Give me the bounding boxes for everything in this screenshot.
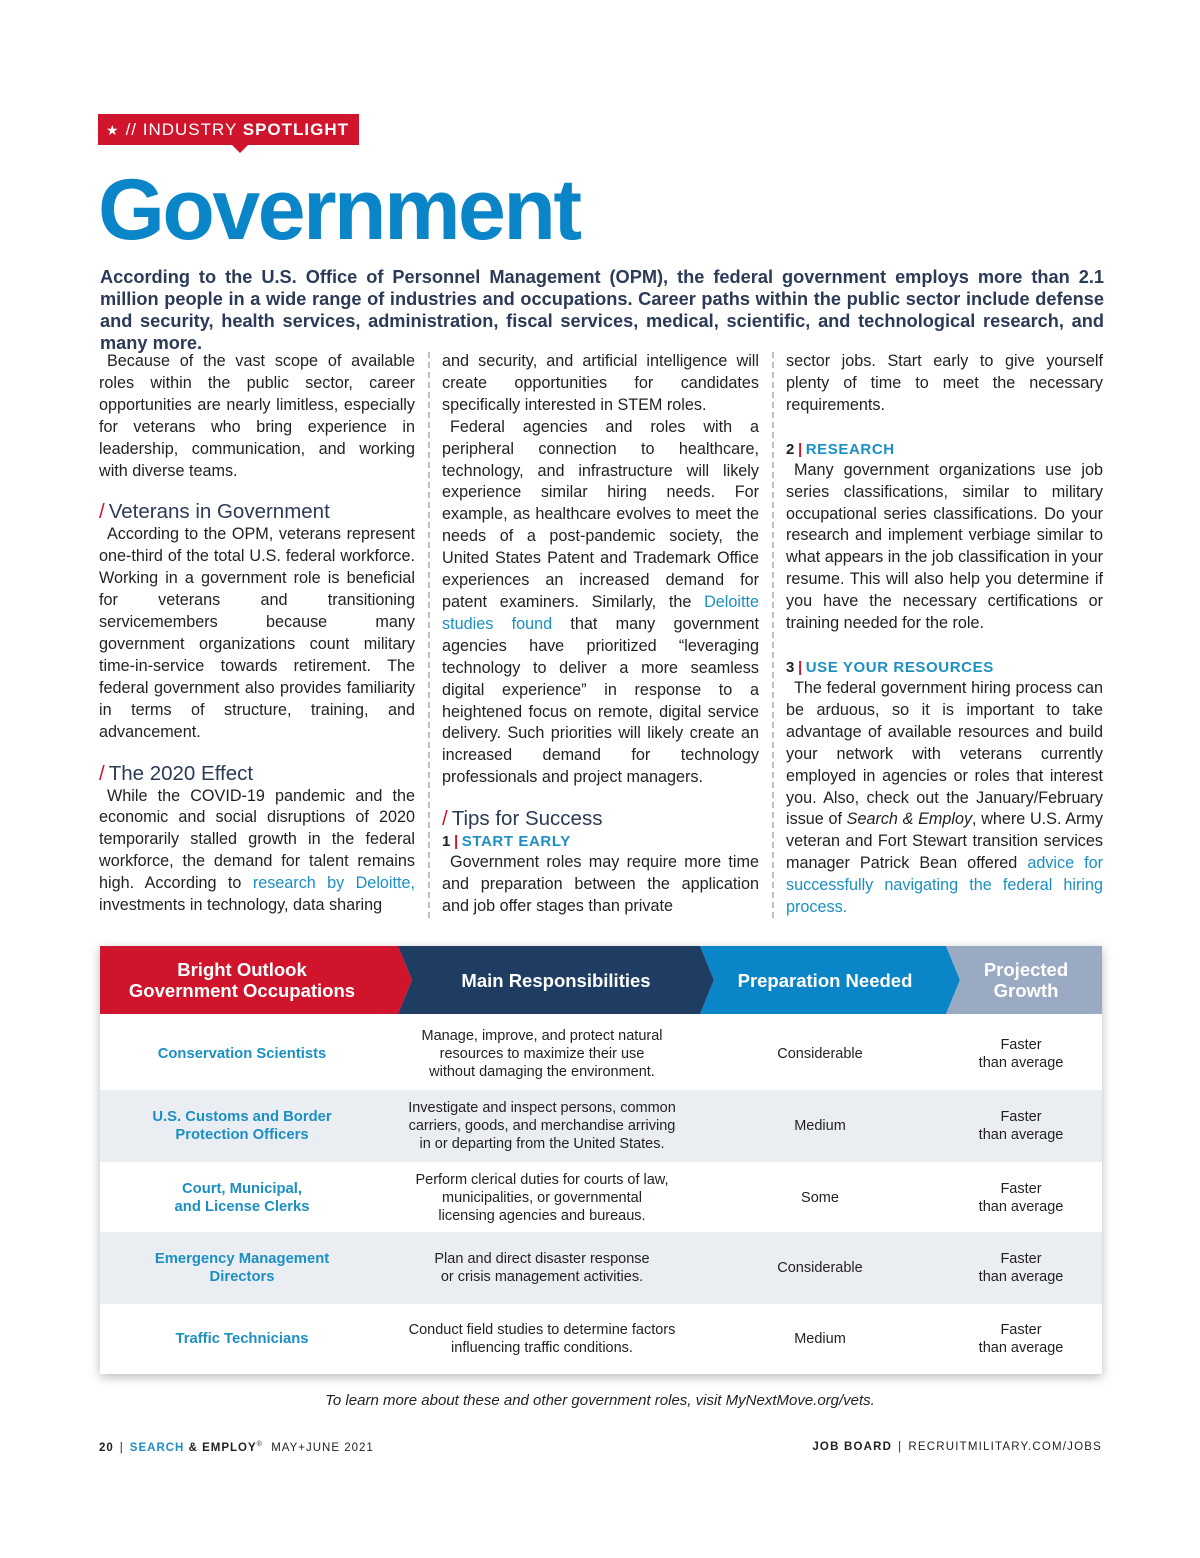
research-by-deloitte-link[interactable]: research by Deloitte,: [252, 874, 416, 893]
page-number: 20: [99, 1441, 114, 1454]
column-1: [99, 351, 415, 917]
responsibilities-cell: Conduct field studies to determine factors influencing traffic conditions.: [408, 1322, 676, 1356]
growth-cell: Faster than average: [978, 1251, 1064, 1285]
table-footnote: To learn more about these and other government roles, visit MyNextMove.org/vets.: [325, 1392, 875, 1409]
col2-paragraph-2: Federal agencies and roles with a peripheral connection to healthcare, technology, and infrastructure will likely experience similar hiring needs. For example, as healthcare evolves to meet the needs of a post-pandemic society, the United States Patent and Trademark Office experiences an increased demand for patent examiners. Similarly, the Deloitte studies found that many government agencies have prioritized “leveraging technology to deliver a more seamless digital experience” in response to a heightened focus on remote, digital service delivery. Such priorities will likely create an increased demand for technology professionals and project managers.: [442, 417, 760, 787]
preparation-cell: Some: [801, 1190, 839, 1206]
page-title: Government: [98, 162, 580, 258]
table-row: [100, 1162, 1102, 1234]
table-row: [100, 1232, 1102, 1304]
header-responsibilities: Main Responsibilities: [461, 969, 651, 991]
occupations-table: [100, 946, 1102, 1374]
occupation-cell: Traffic Technicians: [175, 1331, 309, 1347]
occupation-cell: U.S. Customs and Border Protection Officers: [152, 1109, 332, 1143]
table-row: [100, 1018, 1102, 1090]
footer-right: JOB BOARD | RECRUITMILITARY.COM/JOBS: [812, 1441, 1102, 1453]
header-growth: Projected Growth: [983, 959, 1069, 1001]
growth-cell: Faster than average: [978, 1109, 1064, 1143]
issue-date: MAY+JUNE 2021: [271, 1441, 374, 1454]
header-occupations: Bright Outlook Government Occupations: [128, 959, 356, 1001]
veterans-paragraph: According to the OPM, veterans represent one-third of the total U.S. federal workforce. Working in a government role is beneficial for veterans and transitioning servicemembers because many government organizations count military time-in-service towards retirement. The federal government also provides familiarity in terms of structure, training, and advancement.: [99, 525, 415, 741]
col3-paragraph-1: sector jobs. Start early to give yourself plenty of time to meet the necessary requirements.: [786, 352, 1103, 414]
tip-2-heading: 2 | RESEARCH: [786, 440, 895, 458]
tag-prefix: // INDUSTRY: [125, 120, 238, 139]
growth-cell: Faster than average: [978, 1037, 1064, 1071]
responsibilities-cell: Manage, improve, and protect natural resources to maximize their use without damaging the environment.: [421, 1028, 663, 1080]
brand-employ: & EMPLOY: [188, 1441, 257, 1454]
star-icon: ★: [106, 122, 120, 138]
veterans-heading: / Veterans in Government: [99, 500, 330, 524]
growth-cell: Faster than average: [978, 1322, 1064, 1356]
tag-bold: SPOTLIGHT: [242, 120, 350, 139]
preparation-cell: Medium: [794, 1118, 846, 1134]
header-preparation: Preparation Needed: [737, 969, 913, 991]
footer-url[interactable]: RECRUITMILITARY.COM/JOBS: [908, 1441, 1102, 1453]
deloitte-studies-link[interactable]: Deloitte studies found: [442, 592, 759, 633]
table-row: [100, 1090, 1102, 1162]
preparation-cell: Considerable: [777, 1046, 863, 1062]
column-divider: [772, 352, 774, 918]
table-header: [100, 946, 1102, 1014]
hiring-advice-link[interactable]: advice for successfully navigating the federal hiring process.: [786, 854, 1104, 917]
tip-2-paragraph: Many government organizations use job series classifications, similar to military occupational series classifications. Do your research and implement verbiage similar to what appears in the job classification in your resume. This will also help you determine if you have the necessary certifications or training needed for the role.: [786, 460, 1103, 633]
tip-3-paragraph: The federal government hiring process can be arduous, so it is important to take advantage of available resources and build your network with veterans currently employed in agencies or roles that interest you. Also, check out the January/February issue of Search & Employ, where U.S. Army veteran and Fort Stewart transition services manager Patrick Bean offered advice for successfully navigating the federal hiring process.: [786, 678, 1104, 917]
occupation-cell: Emergency Management Directors: [154, 1251, 330, 1285]
tips-heading: / Tips for Success: [442, 807, 603, 831]
effect-2020-heading: / The 2020 Effect: [99, 761, 254, 785]
preparation-cell: Considerable: [777, 1260, 863, 1276]
growth-cell: Faster than average: [978, 1181, 1064, 1215]
footer-left: 20 | SEARCH & EMPLOY® MAY+JUNE 2021: [99, 1441, 374, 1454]
effect-2020-paragraph: While the COVID-19 pandemic and the economic and social disruptions of 2020 temporarily stalled growth in the federal workforce, the demand for talent remains high. According to research by Deloitte, investments in technology, data sharing: [99, 786, 416, 915]
col2-paragraph-1: and security, and artificial intelligence will create opportunities for candidates specifically interested in STEM roles.: [442, 352, 759, 414]
column-2: [442, 351, 759, 918]
responsibilities-cell: Plan and direct disaster response or crisis management activities.: [434, 1251, 650, 1285]
tip-1-paragraph: Government roles may require more time and preparation between the application and job offer stages than private: [442, 853, 759, 915]
section-label: JOB BOARD: [812, 1441, 893, 1453]
column-3: [786, 351, 1103, 919]
table-row: [100, 1304, 1102, 1374]
responsibilities-cell: Perform clerical duties for courts of law, municipalities, or governmental licensing agencies and bureaus.: [415, 1172, 669, 1224]
occupation-cell: Court, Municipal, and License Clerks: [174, 1181, 310, 1215]
occupation-cell: Conservation Scientists: [157, 1046, 327, 1062]
responsibilities-cell: Investigate and inspect persons, common carriers, goods, and merchandise arriving in or departing from the United States.: [408, 1100, 676, 1152]
column-divider: [428, 352, 430, 918]
preparation-cell: Medium: [794, 1331, 846, 1347]
industry-spotlight-tag: [98, 114, 359, 145]
brand-search: SEARCH: [129, 1441, 185, 1454]
col1-paragraph-1: Because of the vast scope of available roles within the public sector, career opportunities are nearly limitless, especially for veterans who bring experience in leadership, communication, and working with diverse teams.: [99, 352, 415, 480]
intro-paragraph: According to the U.S. Office of Personnel Management (OPM), the federal government employs more than 2.1 million people in a wide range of industries and occupations. Career paths within the public sector include defense and security, health services, administration, fiscal services, medical, scientific, and technological research, and many more.: [100, 267, 1104, 353]
tip-1-heading: 1 | START EARLY: [442, 833, 571, 851]
tip-3-heading: 3 | USE YOUR RESOURCES: [786, 658, 994, 676]
